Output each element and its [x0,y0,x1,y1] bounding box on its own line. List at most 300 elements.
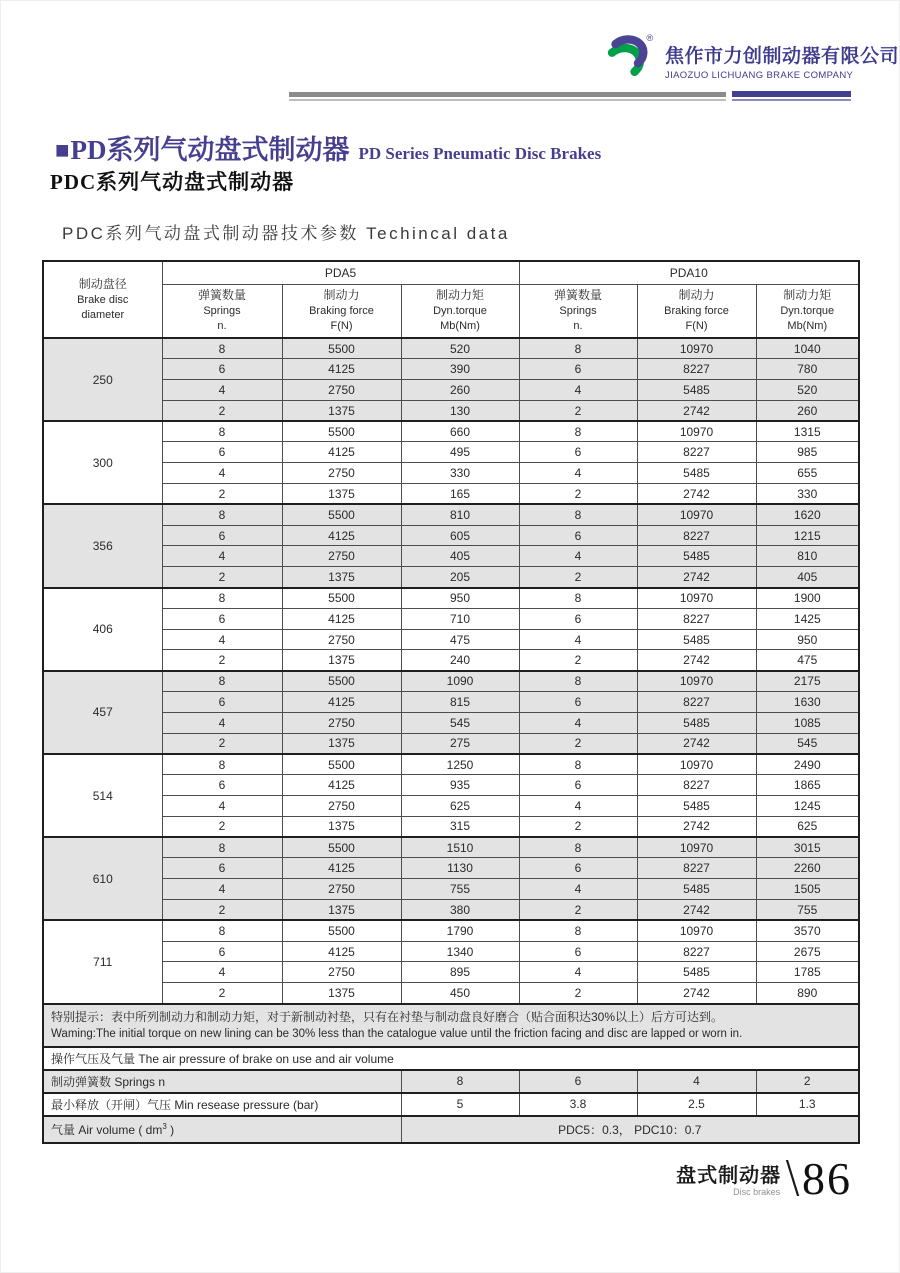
spec-value-cell: 330 [756,484,859,505]
spec-row [43,588,859,609]
brake-disc-diameter-cell: 514 [43,754,162,837]
warning-note-row [43,1004,859,1047]
springs-header-cn: 弹簧数量 [554,287,603,302]
spec-value-cell: 2750 [282,629,401,650]
spec-value-cell: 605 [401,525,519,546]
spec-value-cell: 8 [162,504,282,525]
spec-value-cell: 895 [401,962,519,983]
warning-note-en: Waming:The initial torque on new lining can be 30% less than the catalogue value until the friction facing and disc are lapped or worn in. [51,1027,743,1040]
spec-value-cell: 240 [401,650,519,671]
springs-header-en: Springs [203,304,241,317]
spec-row [43,504,859,525]
spec-value-cell: 2750 [282,546,401,567]
spec-row [43,733,859,754]
min-release-pressure-value: 5 [401,1093,519,1116]
spec-value-cell: 4 [519,796,637,817]
spec-row [43,671,859,692]
spec-value-cell: 4125 [282,608,401,629]
spec-value-cell: 6 [162,941,282,962]
spec-value-cell: 4 [519,629,637,650]
spec-value-cell: 2750 [282,463,401,484]
diameter-header-en2: diameter [81,308,125,321]
spec-value-cell: 2675 [756,941,859,962]
spec-value-cell: 6 [162,692,282,713]
spec-value-cell: 5485 [637,712,756,733]
company-names [665,41,899,81]
spec-value-cell: 260 [756,400,859,421]
spec-value-cell: 4125 [282,442,401,463]
spec-value-cell: 810 [401,504,519,525]
spec-value-cell: 2 [162,816,282,837]
spec-value-cell: 8 [162,421,282,442]
footer-slash: \ [785,1152,800,1203]
spec-value-cell: 8 [519,421,637,442]
spec-value-cell: 660 [401,421,519,442]
spec-value-cell: 6 [519,608,637,629]
spec-value-cell: 4 [519,879,637,900]
spec-value-cell: 275 [401,733,519,754]
spec-value-cell: 625 [756,816,859,837]
company-logo [592,30,658,84]
header-rule-gray-shadow [289,99,726,101]
spec-value-cell: 4 [162,629,282,650]
spec-value-cell: 755 [756,900,859,921]
spec-value-cell: 545 [401,712,519,733]
spec-value-cell: 6 [519,359,637,380]
spec-value-cell: 2750 [282,962,401,983]
spec-value-cell: 2742 [637,733,756,754]
braking-force-header-unit: F(N) [330,320,353,333]
spec-value-cell: 1865 [756,775,859,796]
spec-value-cell: 165 [401,484,519,505]
torque-header-unit: Mb(Nm) [440,320,480,333]
spec-value-cell: 8 [519,671,637,692]
spec-value-cell: 4125 [282,359,401,380]
diameter-header-cn: 制动盘径 [78,276,127,291]
spec-value-cell: 5485 [637,796,756,817]
spec-value-cell: 655 [756,463,859,484]
spec-value-cell: 1510 [401,837,519,858]
spec-value-cell: 10970 [637,671,756,692]
spec-row [43,962,859,983]
spec-value-cell: 3570 [756,920,859,941]
spec-value-cell: 5485 [637,463,756,484]
springs-count-row [43,1070,859,1093]
springs-header-en: Springs [559,304,597,317]
spec-value-cell: 2742 [637,650,756,671]
header-rule-purple-shadow [732,99,851,101]
spec-value-cell: 2 [162,484,282,505]
brake-table-body [43,338,859,1004]
spec-value-cell: 8 [162,837,282,858]
spec-value-cell: 6 [162,608,282,629]
spec-value-cell: 5485 [637,546,756,567]
spec-value-cell: 2 [519,650,637,671]
min-release-pressure-value: 3.8 [519,1093,637,1116]
spec-value-cell: 1375 [282,400,401,421]
braking-force-header-en: Braking force [309,304,374,317]
spec-value-cell: 6 [519,692,637,713]
footer-section-names [676,1166,781,1197]
air-volume-label-sup: 3 [162,1121,167,1131]
spec-value-cell: 4 [162,879,282,900]
spec-value-cell: 5500 [282,504,401,525]
spec-value-cell: 2750 [282,712,401,733]
spec-row [43,463,859,484]
spec-row [43,816,859,837]
spec-row [43,400,859,421]
spec-row [43,629,859,650]
spec-value-cell: 6 [162,442,282,463]
spec-value-cell: 1085 [756,712,859,733]
spec-value-cell: 1375 [282,816,401,837]
torque-header-unit: Mb(Nm) [787,320,828,333]
spec-value-cell: 2 [162,567,282,588]
spec-value-cell: 2 [162,983,282,1004]
spec-value-cell: 8 [519,588,637,609]
spec-value-cell: 5485 [637,962,756,983]
spec-value-cell: 4125 [282,692,401,713]
spec-value-cell: 935 [401,775,519,796]
spec-value-cell: 810 [756,546,859,567]
spec-value-cell: 2 [162,900,282,921]
diameter-header-en1: Brake disc [77,293,129,306]
spec-value-cell: 8227 [637,775,756,796]
spec-value-cell: 2175 [756,671,859,692]
registered-mark: ® [646,33,654,44]
spec-value-cell: 1340 [401,941,519,962]
table-footer-rows [43,1004,859,1143]
spec-row [43,484,859,505]
spec-value-cell: 8227 [637,525,756,546]
spec-row [43,546,859,567]
min-release-pressure-value: 1.3 [756,1093,859,1116]
spec-value-cell: 1785 [756,962,859,983]
header-rule-gray [289,92,726,97]
spec-value-cell: 260 [401,380,519,401]
spec-value-cell: 3015 [756,837,859,858]
torque-header-en: Dyn.torque [780,304,835,317]
spec-row [43,525,859,546]
warning-note-cn: 特别提示：表中所列制动力和制动力矩，对于新制动衬垫，只有在衬垫与制动盘良好磨合（贴合面积达30%以上）后方可达到。 [51,1009,724,1024]
spec-row [43,775,859,796]
torque-header-cell [756,284,859,338]
spec-value-cell: 5485 [637,629,756,650]
spec-value-cell: 5500 [282,588,401,609]
spec-value-cell: 8 [162,920,282,941]
torque-header-en: Dyn.torque [433,304,487,317]
spec-value-cell: 10970 [637,504,756,525]
spec-value-cell: 1790 [401,920,519,941]
spec-row [43,983,859,1004]
spec-value-cell: 4 [162,463,282,484]
table-header-row-subcolumns [43,284,859,338]
footer-section-cn: 盘式制动器 [676,1165,782,1187]
spec-row [43,338,859,359]
page-number: 86 [802,1153,852,1204]
brake-disc-diameter-cell: 610 [43,837,162,920]
spec-value-cell: 755 [401,879,519,900]
spec-value-cell: 1375 [282,983,401,1004]
air-volume-row [43,1116,859,1143]
model-header-pda5: PDA5 [162,261,519,284]
spec-value-cell: 545 [756,733,859,754]
brake-disc-diameter-cell: 356 [43,504,162,587]
company-name-cn: 焦作市力创制动器有限公司 [665,46,900,67]
spec-value-cell: 8 [519,920,637,941]
spec-value-cell: 390 [401,359,519,380]
model-header-pda10: PDA10 [519,261,859,284]
spec-value-cell: 4 [519,380,637,401]
springs-header-cn: 弹簧数量 [197,287,246,302]
spec-value-cell: 4125 [282,525,401,546]
springs-header-cell [519,284,637,338]
spec-value-cell: 1620 [756,504,859,525]
spec-row [43,712,859,733]
brake-disc-diameter-cell: 711 [43,920,162,1003]
air-volume-label [43,1116,401,1143]
braking-force-header-cn: 制动力 [323,287,360,302]
spec-value-cell: 330 [401,463,519,484]
spec-value-cell: 2742 [637,900,756,921]
spec-value-cell: 5485 [637,879,756,900]
spec-value-cell: 6 [519,858,637,879]
spec-value-cell: 2 [519,816,637,837]
air-section-title-row [43,1047,859,1070]
spec-value-cell: 5500 [282,920,401,941]
spec-value-cell: 8 [162,754,282,775]
min-release-pressure-row [43,1093,859,1116]
spec-row [43,380,859,401]
spec-row [43,692,859,713]
spec-value-cell: 2 [162,733,282,754]
spec-row [43,567,859,588]
spec-value-cell: 5500 [282,421,401,442]
spec-value-cell: 950 [756,629,859,650]
spec-row [43,442,859,463]
spec-value-cell: 2260 [756,858,859,879]
spec-row [43,879,859,900]
spec-value-cell: 8227 [637,692,756,713]
series-title-cn: PD系列气动盘式制动器 [70,135,350,165]
spec-value-cell: 10970 [637,754,756,775]
torque-header-cn: 制动力矩 [436,287,485,302]
brand-header [592,30,899,84]
spec-value-cell: 815 [401,692,519,713]
spec-row [43,421,859,442]
spec-value-cell: 2742 [637,484,756,505]
spec-row [43,359,859,380]
diameter-header-cell [43,261,162,338]
footer-section-en: Disc brakes [733,1187,781,1197]
min-release-pressure-label: 最小释放（开闸）气压 Min resease pressure (bar) [43,1093,401,1116]
spec-value-cell: 4 [162,796,282,817]
spec-row [43,858,859,879]
spec-value-cell: 205 [401,567,519,588]
spec-value-cell: 710 [401,608,519,629]
braking-force-header-cell [637,284,756,338]
company-name-en: JIAOZUO LICHUANG BRAKE COMPANY [665,70,854,81]
spec-value-cell: 6 [519,525,637,546]
spec-value-cell: 8227 [637,941,756,962]
spec-value-cell: 10970 [637,421,756,442]
spec-value-cell: 8 [162,671,282,692]
spec-value-cell: 1375 [282,484,401,505]
warning-note-cell [43,1004,859,1047]
spec-value-cell: 450 [401,983,519,1004]
spec-value-cell: 1900 [756,588,859,609]
series-title [55,128,601,167]
spec-value-cell: 6 [162,858,282,879]
spec-value-cell: 2 [519,900,637,921]
spec-value-cell: 1130 [401,858,519,879]
brake-disc-diameter-cell: 300 [43,421,162,504]
spec-value-cell: 1630 [756,692,859,713]
spec-value-cell: 2750 [282,796,401,817]
spec-value-cell: 890 [756,983,859,1004]
spec-value-cell: 380 [401,900,519,921]
springs-count-label: 制动弹簧数 Springs n [43,1070,401,1093]
spec-value-cell: 6 [162,775,282,796]
spec-row [43,754,859,775]
spec-value-cell: 1250 [401,754,519,775]
spec-value-cell: 4 [162,962,282,983]
spec-value-cell: 780 [756,359,859,380]
spec-value-cell: 1215 [756,525,859,546]
spec-value-cell: 2 [162,650,282,671]
springs-header-unit: n. [573,320,583,333]
spec-value-cell: 315 [401,816,519,837]
spec-value-cell: 4125 [282,858,401,879]
spec-value-cell: 5500 [282,837,401,858]
spec-value-cell: 2742 [637,567,756,588]
series-title-en: PD Series Pneumatic Disc Brakes [358,144,602,163]
spec-value-cell: 1425 [756,608,859,629]
spec-value-cell: 475 [756,650,859,671]
spec-value-cell: 2742 [637,400,756,421]
table-title: PDC系列气动盘式制动器技术参数 Techincal data [62,224,510,243]
spec-value-cell: 8227 [637,858,756,879]
air-volume-value: PDC5：0.3， PDC10：0.7 [401,1116,859,1143]
spec-value-cell: 6 [162,359,282,380]
spec-value-cell: 8 [519,754,637,775]
spec-value-cell: 130 [401,400,519,421]
springs-header-cell [162,284,282,338]
spec-value-cell: 8 [162,338,282,359]
spec-value-cell: 2750 [282,879,401,900]
spec-value-cell: 985 [756,442,859,463]
spec-value-cell: 6 [162,525,282,546]
spec-value-cell: 950 [401,588,519,609]
page-footer [0,1154,852,1202]
brake-disc-diameter-cell: 406 [43,588,162,671]
brake-disc-diameter-cell: 250 [43,338,162,421]
spec-value-cell: 2 [519,484,637,505]
torque-header-cn: 制动力矩 [783,287,832,302]
spec-value-cell: 2 [519,983,637,1004]
spec-value-cell: 2742 [637,983,756,1004]
spec-value-cell: 2490 [756,754,859,775]
brake-disc-diameter-cell: 457 [43,671,162,754]
spec-value-cell: 520 [756,380,859,401]
spec-value-cell: 10970 [637,837,756,858]
spec-value-cell: 2 [162,400,282,421]
spec-row [43,650,859,671]
spec-value-cell: 475 [401,629,519,650]
spec-row [43,837,859,858]
air-section-title-cell: 操作气压及气量 The air pressure of brake on use and air volume [43,1047,859,1070]
min-release-pressure-value: 2.5 [637,1093,756,1116]
braking-force-header-cn: 制动力 [678,287,715,302]
spec-value-cell: 1315 [756,421,859,442]
spec-value-cell: 8 [519,504,637,525]
spec-value-cell: 4 [519,463,637,484]
spec-value-cell: 8227 [637,442,756,463]
spec-value-cell: 6 [519,941,637,962]
spec-value-cell: 4 [519,546,637,567]
spec-value-cell: 4 [162,380,282,401]
spec-value-cell: 520 [401,338,519,359]
spec-value-cell: 4 [162,546,282,567]
braking-force-header-cell [282,284,401,338]
spec-value-cell: 8227 [637,359,756,380]
spec-value-cell: 4 [162,712,282,733]
springs-header-unit: n. [217,320,227,333]
spec-value-cell: 2 [519,567,637,588]
spec-value-cell: 1090 [401,671,519,692]
spec-value-cell: 8 [519,338,637,359]
springs-count-value: 2 [756,1070,859,1093]
spec-row [43,608,859,629]
spec-value-cell: 405 [401,546,519,567]
spec-row [43,900,859,921]
spec-value-cell: 4125 [282,941,401,962]
spec-value-cell: 1375 [282,900,401,921]
spec-value-cell: 1375 [282,733,401,754]
spec-value-cell: 8 [162,588,282,609]
spec-row [43,920,859,941]
spec-value-cell: 2750 [282,380,401,401]
torque-header-cell [401,284,519,338]
spec-value-cell: 1040 [756,338,859,359]
spec-value-cell: 5500 [282,754,401,775]
spec-row [43,941,859,962]
spec-value-cell: 2 [519,400,637,421]
braking-force-header-unit: F(N) [685,320,708,333]
spec-value-cell: 1505 [756,879,859,900]
logo-swirl-icon [592,30,658,84]
springs-count-value: 8 [401,1070,519,1093]
spec-value-cell: 5500 [282,338,401,359]
spec-value-cell: 6 [519,775,637,796]
spec-value-cell: 8227 [637,608,756,629]
spec-value-cell: 2742 [637,816,756,837]
spec-value-cell: 4 [519,712,637,733]
spec-value-cell: 10970 [637,588,756,609]
header-rule-purple [732,91,851,97]
spec-value-cell: 405 [756,567,859,588]
spec-value-cell: 495 [401,442,519,463]
spec-value-cell: 5500 [282,671,401,692]
spec-value-cell: 6 [519,442,637,463]
spec-row [43,796,859,817]
spec-value-cell: 1245 [756,796,859,817]
braking-force-header-en: Braking force [664,304,729,317]
square-marker-icon: ■ [55,138,70,164]
model-title-cn: PDC系列气动盘式制动器 [50,170,295,194]
spec-value-cell: 4125 [282,775,401,796]
spec-value-cell: 8 [519,837,637,858]
